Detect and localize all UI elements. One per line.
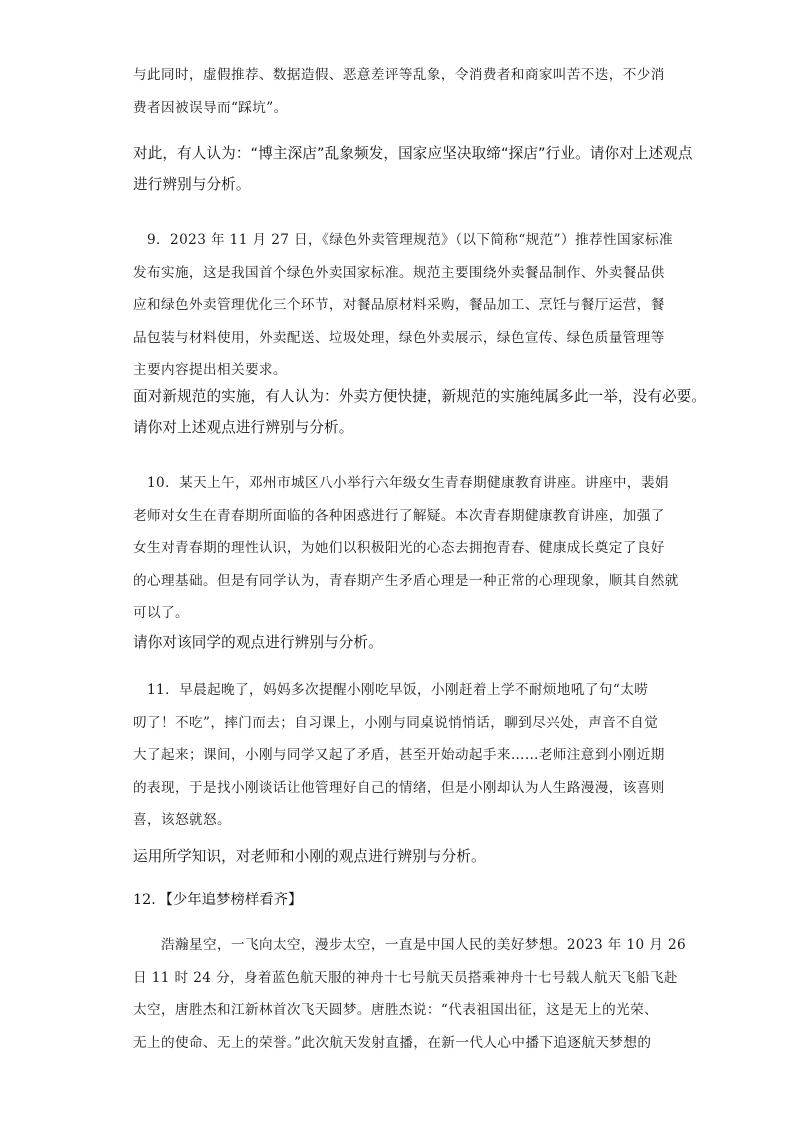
q9-prompt-line-1: 面对新规范的实施，有人认为：外卖方便快捷，新规范的实施纯属多此一举，没有必要。 xyxy=(133,388,707,405)
q8-prompt xyxy=(133,138,693,200)
q10-line-4: 的心理基础。但是有同学认为，青春期产生矛盾心理是一种正常的心理现象，顺其自然就 xyxy=(133,572,679,589)
q11-line-1: 11．早晨起晚了，妈妈多次提醒小刚吃早饭，小刚赶着上学不耐烦地吼了句“太唠 xyxy=(147,682,649,698)
q12-passage xyxy=(133,929,687,1059)
q9-line-2: 发布实施，这是我国首个绿色外卖国家标准。规范主要围绕外卖餐品制作、外卖餐品供 xyxy=(133,264,665,281)
q11-prompt xyxy=(133,841,663,872)
q12-line-3: 太空，唐胜杰和江新林首次飞天圆梦。唐胜杰说：“代表祖国出征，这是无上的光荣、 xyxy=(133,1002,659,1018)
q12-heading xyxy=(133,885,663,915)
q9-line-5: 主要内容提出相关要求。 xyxy=(133,362,287,378)
q9-line-1: 9．2023 年 11 月 27 日，《绿色外卖管理规范》（以下简称“规范”）推荐性国家标准 xyxy=(147,232,673,248)
q12-line-2: 日 11 时 24 分，身着蓝色航天服的神舟十七号航天员搭乘神舟十七号载人航天飞船飞赴 xyxy=(133,969,678,986)
q9-prompt xyxy=(133,381,707,443)
q11-prompt-line-1: 运用所学知识，对老师和小刚的观点进行辨别与分析。 xyxy=(133,848,486,865)
q10-line-1: 10．某天上午，邓州市城区八小举行六年级女生青春期健康教育讲座。讲座中，裴娟 xyxy=(147,475,669,491)
q12-line-4: 无上的使命、无上的荣誉。”此次航天发射直播，在新一代人心中播下追逐航天梦想的 xyxy=(133,1034,652,1051)
q10-passage xyxy=(133,467,679,630)
q8-line-1: 与此同时，虚假推荐、数据造假、恶意差评等乱象，令消费者和商家叫苦不迭，不少消 xyxy=(133,67,665,83)
q11-line-2: 叨了！不吃”，摔门而去；自习课上，小刚与同桌说悄悄话，聊到尽兴处，声音不自觉 xyxy=(133,714,659,731)
q10-line-3: 女生对青春期的理性认识，为她们以积极阳光的心态去拥抱青春、健康成长奠定了良好 xyxy=(133,540,665,556)
q11-line-3: 大了起来；课间，小刚与同学又起了矛盾，甚至开始动起手来……老师注意到小刚近期 xyxy=(133,747,665,763)
q10-prompt xyxy=(133,627,663,658)
q10-line-5: 可以了。 xyxy=(133,605,189,621)
q12-line-1: 浩瀚星空，一飞向太空，漫步太空，一直是中国人民的美好梦想。2023 年 10 月 26 xyxy=(161,937,687,953)
q10-line-2: 老师对女生在青春期所面临的各种困惑进行了解疑。本次青春期健康教育讲座，加强了 xyxy=(133,507,665,524)
q9-line-4: 品包装与材料使用，外卖配送、垃圾处理，绿色外卖展示，绿色宣传、绿色质量管理等 xyxy=(133,329,665,346)
q9-line-3: 应和绿色外卖管理优化三个环节，对餐品原材料采购，餐品加工、烹饪与餐厅运营，餐 xyxy=(133,297,665,313)
q9-passage xyxy=(133,224,673,387)
q10-prompt-line-1: 请你对该同学的观点进行辨别与分析。 xyxy=(133,634,383,651)
q11-line-4: 的表现，于是找小刚谈话让他管理好自己的情绪，但是小刚却认为人生路漫漫，该喜则 xyxy=(133,779,665,796)
q8-prompt-line-1: 对此，有人认为：“博主深店”乱象频发，国家应坚决取缔“探店”行业。请你对上述观点 xyxy=(133,145,693,162)
q8-line-2: 费者因被误导而“踩坑”。 xyxy=(133,99,288,116)
q9-prompt-line-2: 请你对上述观点进行辨别与分析。 xyxy=(133,419,354,436)
q11-passage xyxy=(133,674,663,837)
q8-passage xyxy=(133,59,663,124)
q8-prompt-line-2: 进行辨别与分析。 xyxy=(133,176,251,193)
q11-line-5: 喜，该怒就怒。 xyxy=(133,812,231,828)
q12-heading-text: 12．【少年追梦榜样看齐】 xyxy=(133,892,303,908)
